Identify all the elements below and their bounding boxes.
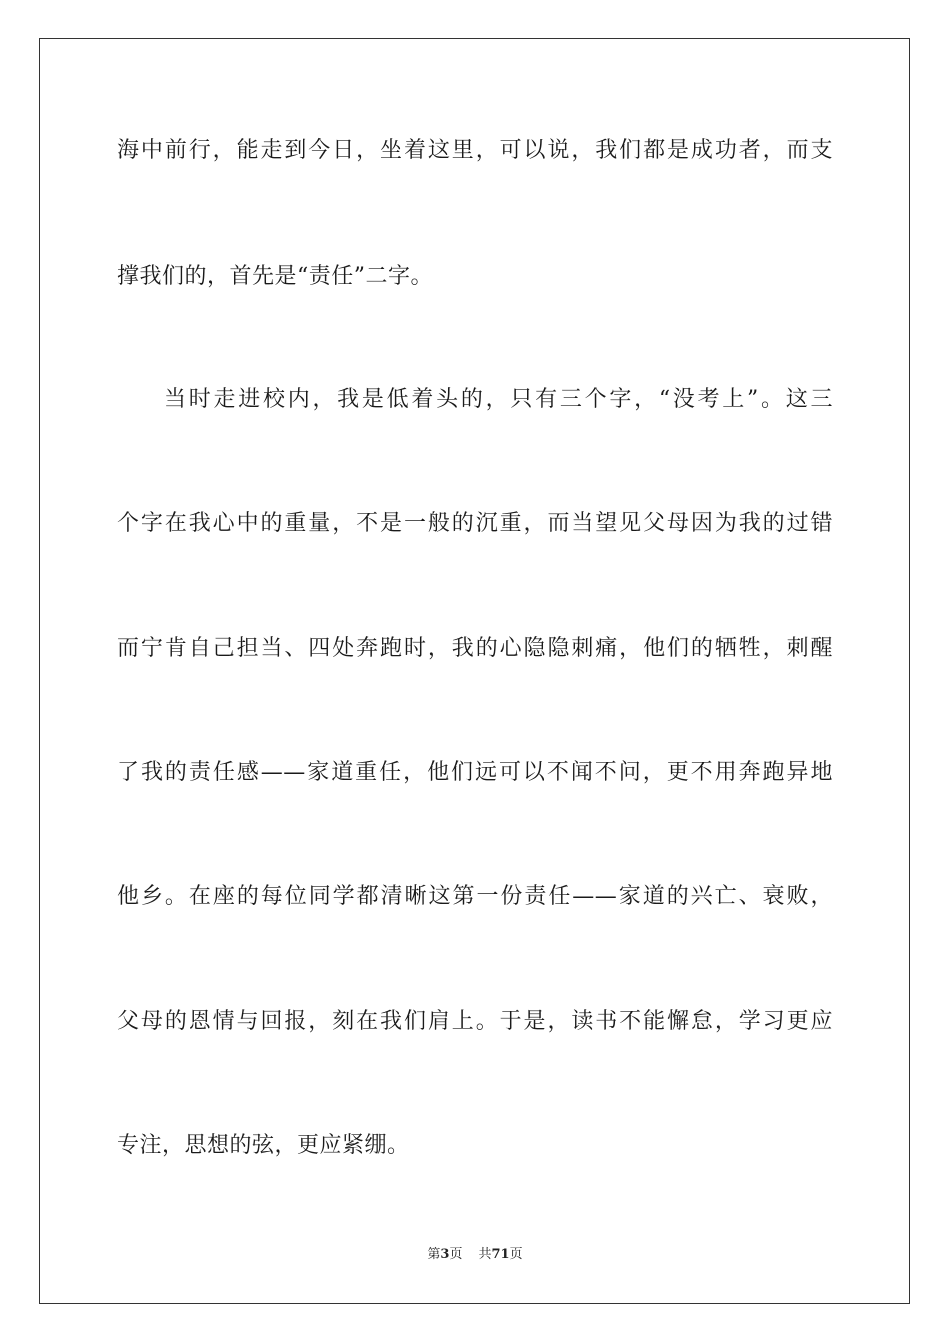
text-line: 撑我们的，首先是“责任”二字。 <box>117 264 433 289</box>
text-line: 他乡。在座的每位同学都清晰这第一份责任——家道的兴亡、衰败， <box>117 884 833 909</box>
total-suffix: 页 <box>509 1247 523 1262</box>
page-border <box>39 38 910 1304</box>
page-number: 3 <box>440 1247 450 1262</box>
text-line: 父母的恩情与回报，刻在我们肩上。于是，读书不能懈怠，学习更应 <box>117 1009 833 1034</box>
total-pages: 71 <box>491 1247 510 1262</box>
page-prefix: 第 <box>427 1247 441 1262</box>
total-prefix: 共 <box>478 1247 492 1262</box>
text-line: 了我的责任感——家道重任，他们远可以不闻不问，更不用奔跑异地 <box>117 760 833 785</box>
text-line: 而宁肯自己担当、四处奔跑时，我的心隐隐刺痛，他们的牺牲，刺醒 <box>117 636 833 661</box>
text-line: 个字在我心中的重量，不是一般的沉重，而当望见父母因为我的过错 <box>117 511 833 536</box>
text-line: 海中前行，能走到今日，坐着这里，可以说，我们都是成功者，而支 <box>117 138 833 163</box>
text-line: 专注，思想的弦，更应紧绷。 <box>117 1133 410 1158</box>
page-footer <box>0 1246 950 1264</box>
paragraph-start-line: 当时走进校内，我是低着头的，只有三个字，“没考上”。这三 <box>164 387 833 412</box>
page-suffix: 页 <box>449 1247 463 1262</box>
